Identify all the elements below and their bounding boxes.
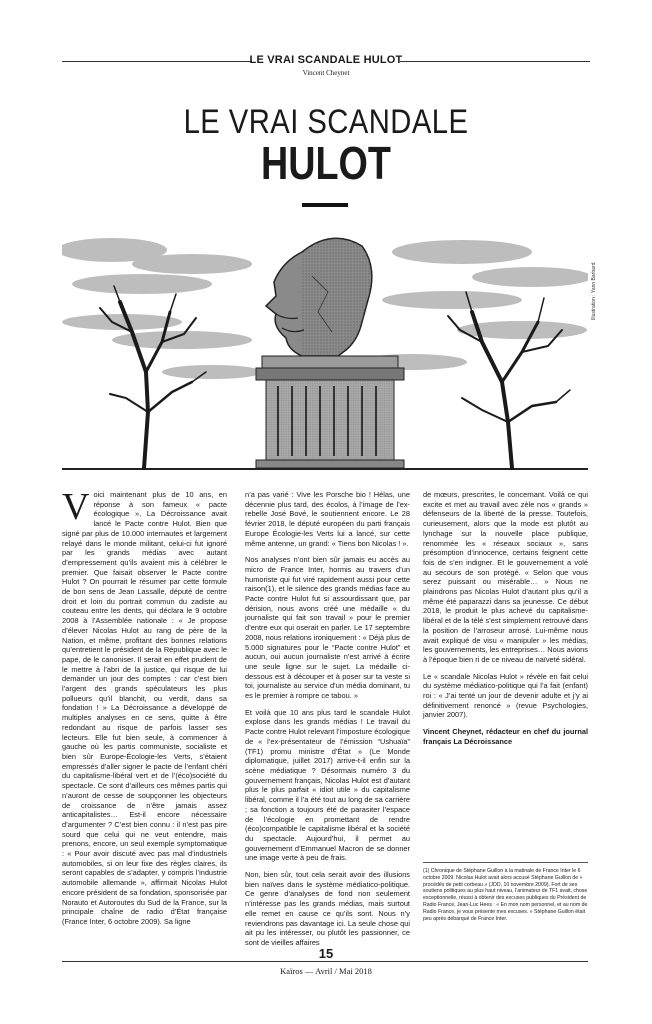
- col2-paragraph-4: Non, bien sûr, tout cela serait avoir des illusions bien naïves dans le système médiatico-politique. Ce genre d’analyses de fond non seulement n’intéresse pas les grands médias, mais surtout elle remet en cause ce qu’ils sont. Nous n’y reviendrons pas davantage ici. La seule chose qui ait pu les intéresser, ou plutôt les passionner, ce sont de vieilles affaires: [245, 870, 410, 947]
- col3-paragraph-2: Le « scandale Nicolas Hulot » révèle en fait celui du système médiatico-politique qui l’a fait (enfant) roi : « J’ai tenté un jour de devenir adulte et j’y ai définitivement renoncé » (revue Psychologies, janvier 2007).: [423, 671, 588, 720]
- article-column-3: [423, 490, 588, 754]
- footer-rule: [62, 961, 588, 962]
- page-number: 15: [318, 946, 334, 961]
- footnote-rule: [423, 862, 588, 863]
- article-title-line1: LE VRAI SCANDALE: [183, 103, 469, 141]
- footnote: (1) Chronique de Stéphane Guillon à la matinale de France Inter le 6 octobre 2009. Nicolas Hulot avait alors accusé Stéphane Guillon de « procédés de petit corbeau » (JDD, 10 novembre 2009). Fort de ses soutiens politiques au plus haut niveau, l’animateur de TF1 avait, chose exceptionnelle, réussi à obtenir des excuses publiques du Président de Radio France, Jean-Luc Hees : « En mon nom personnel, et au nom de Radio France, je vous présente mes excuses. » Stéphane Guillon était peu après débarqué de France Inter.: [423, 868, 588, 922]
- running-author: Vincent Cheynet: [302, 69, 350, 77]
- article-column-1: [62, 486, 227, 934]
- running-title: LE VRAI SCANDALE HULOT: [249, 54, 403, 66]
- illustration-credit: Illustration : Yann Barbard: [591, 262, 597, 320]
- bare-tree-icon: [448, 292, 570, 468]
- col2-paragraph-1: n’a pas varié : Vive les Porsche bio ! Hélas, une décennie plus tard, des écolos, à l’image de l’ex-rebelle José Bové, le soutiennent encore. Le 28 février 2018, le député européen du parti français Europe Écologie-les Verts lui a lancé, sur cette même antenne, un grand: « Tiens bon Nicolas ! ».: [245, 490, 410, 548]
- col3-paragraph-1: de mœurs, prescrites, le concernant. Voilà ce qui excite et met au travail avec zèle nos « grands » défenseurs de la liberté de la presse. Toutefois, curieusement, alors que la mode est plutôt au lynchage sur la nouvelle place publique, renommée les « réseaux sociaux », sans présomption d’innocence, certains feignent cette fois de s’en indigner. Et le gouvernement a volé au secours de son protégé. « Selon que vous serez puissant ou misérable… » Nous ne plaindrons pas Nicolas Hulot d’autant plus qu’il a même été paparazzi dans sa jeunesse. Ce début 2018, le produit le plus achevé du capitalisme-libéral et de la télé s’est simplement retrouvé dans la position de l’arroseur arrosé. Lui-même nous avait expliqué de visu « manipuler » les médias, les gouvernements, les entreprises… Nous avions à l’époque bien ri de ce niveau de naïveté sidéral.: [423, 490, 588, 664]
- col1-paragraph-1: oici maintenant plus de 10 ans, en réponse à son fameux « pacte écologique », La Décroissance avait lancé le Pacte contre Hulot. Bien que signé par plus de 10.000 internautes et largement relayé dans le monde militant, celui-ci fut ignoré par les grands médias avec autant d’empressement qu’ils avaient mis à célébrer le premier. Que faisait observer le Pacte contre Hulot ? On pourrait le résumer par cette formule de bon sens de Jean Lassalle, député de centre droit et loin du portrait commun du zadiste au couteau entre les dents, qui déclara le 9 octobre 2008 à l’Assemblée nationale : « Je propose d’élever Nicolas Hulot au rang de père de la Nation, et même, profitant des bonnes relations qu’entretient le président de la République avec le pape, de le canoniser. Il serait en effet prudent de le mettre à l’abri de la justice, qui risque de lui demander un jour des comptes : car c’est bien l’argent des grands spéculateurs les plus pollueurs qu’il blanchit, ou verdit, dans sa fondation ! » La Décroissance a développé de multiples analyses en ce sens, quitte à être redondant au risque de parfois lasser ses lecteurs. Elle fut bien seule, à commencer à gauche où les partis communiste, socialiste et bien sûr Europe-Écologie-les Verts, s’étaient empressés d’aller signer le pacte de l’enfant chéri du capitalisme-libéral vert et de l’(éco)société du spectacle. Ce sont d’ailleurs ces mêmes partis qui n’auront de cesse de soupçonner les objecteurs de croissance de n’être jamais assez anticapitalistes… Est-il encore nécessaire d’argumenter ? C’est bien connu : il n’est pas pire sourd que celui qui ne veut entendre, mais prenons, encore, un seul exemple symptomatique : « Pour avoir discuté avec pas mal d’industriels automobiles, si on leur fixe des règles claires, ils seront capables de s’adapter, y compris l’industrie automobile allemande », affirmait Nicolas Hulot encore président de sa fondation, sponsorisée par Norauto et Autoroutes du Sud de la France, sur la principale chaîne de radio d’État française (France Inter, 6 octobre 2009). Sa ligne: [62, 490, 227, 926]
- title-underline: [302, 203, 348, 207]
- issue-footer: Kaïros — Avril / Mai 2018: [280, 966, 372, 976]
- illustration: [62, 222, 588, 474]
- dropcap: V: [62, 486, 90, 528]
- col2-paragraph-2: Nos analyses n’ont bien sûr jamais eu accès au micro de France Inter, hormis au travers d’un humoriste qui fut viré rapidement aussi pour cette raison(1), et le silence des grands médias face au Pacte contre Hulot fut si assourdissant que, par dérision, nous avons créé une médaille « du journaliste qui fait son travail » pour le premier d’entre eux qui oserait en parler. Le 17 septembre 2008, nous relations ironiquement : « Déjà plus de 5.000 signatures pour le “Pacte contre Hulot” et aucun, oui aucun journaliste n’est arrivé à écrire une seule ligne sur le sujet. La médaille ci-dessous est à découper et à poser sur ta veste si toi, journaliste au service d’un média dominant, tu es le premier à rompre ce tabou. »: [245, 555, 410, 701]
- col2-paragraph-3: Et voilà que 10 ans plus tard le scandale Hulot explose dans les grands médias ! Le travail du Pacte contre Hulot relevant l’imposture écologique de « l’ex-présentateur de l’émission “Ushuaïa” (TF1) promu ministre d’État » (Le Monde diplomatique, juillet 2017) arrive-t-il enfin sur la scène médiatique ? Désormais numéro 3 du gouvernement français, Nicolas Hulot est d’autant plus le plus parfait « idiot utile » du capitalisme libéral, comme il l’a été tout au long de sa carrière ; sa fonction a toujours été de parasiter l’espace de l’écologie en promettant de rendre (éco)compatible le capitalisme libéral et la société du spectacle. Aujourd’hui, il permet au gouvernement d’Emmanuel Macron de se donner une image verte à peu de frais.: [245, 707, 410, 863]
- article-column-2: [245, 490, 410, 955]
- bust-statue-icon: [256, 238, 404, 468]
- author-signature: Vincent Cheynet, rédacteur en chef du journal français La Décroissance: [423, 727, 588, 746]
- article-title-line2: HULOT: [261, 137, 391, 189]
